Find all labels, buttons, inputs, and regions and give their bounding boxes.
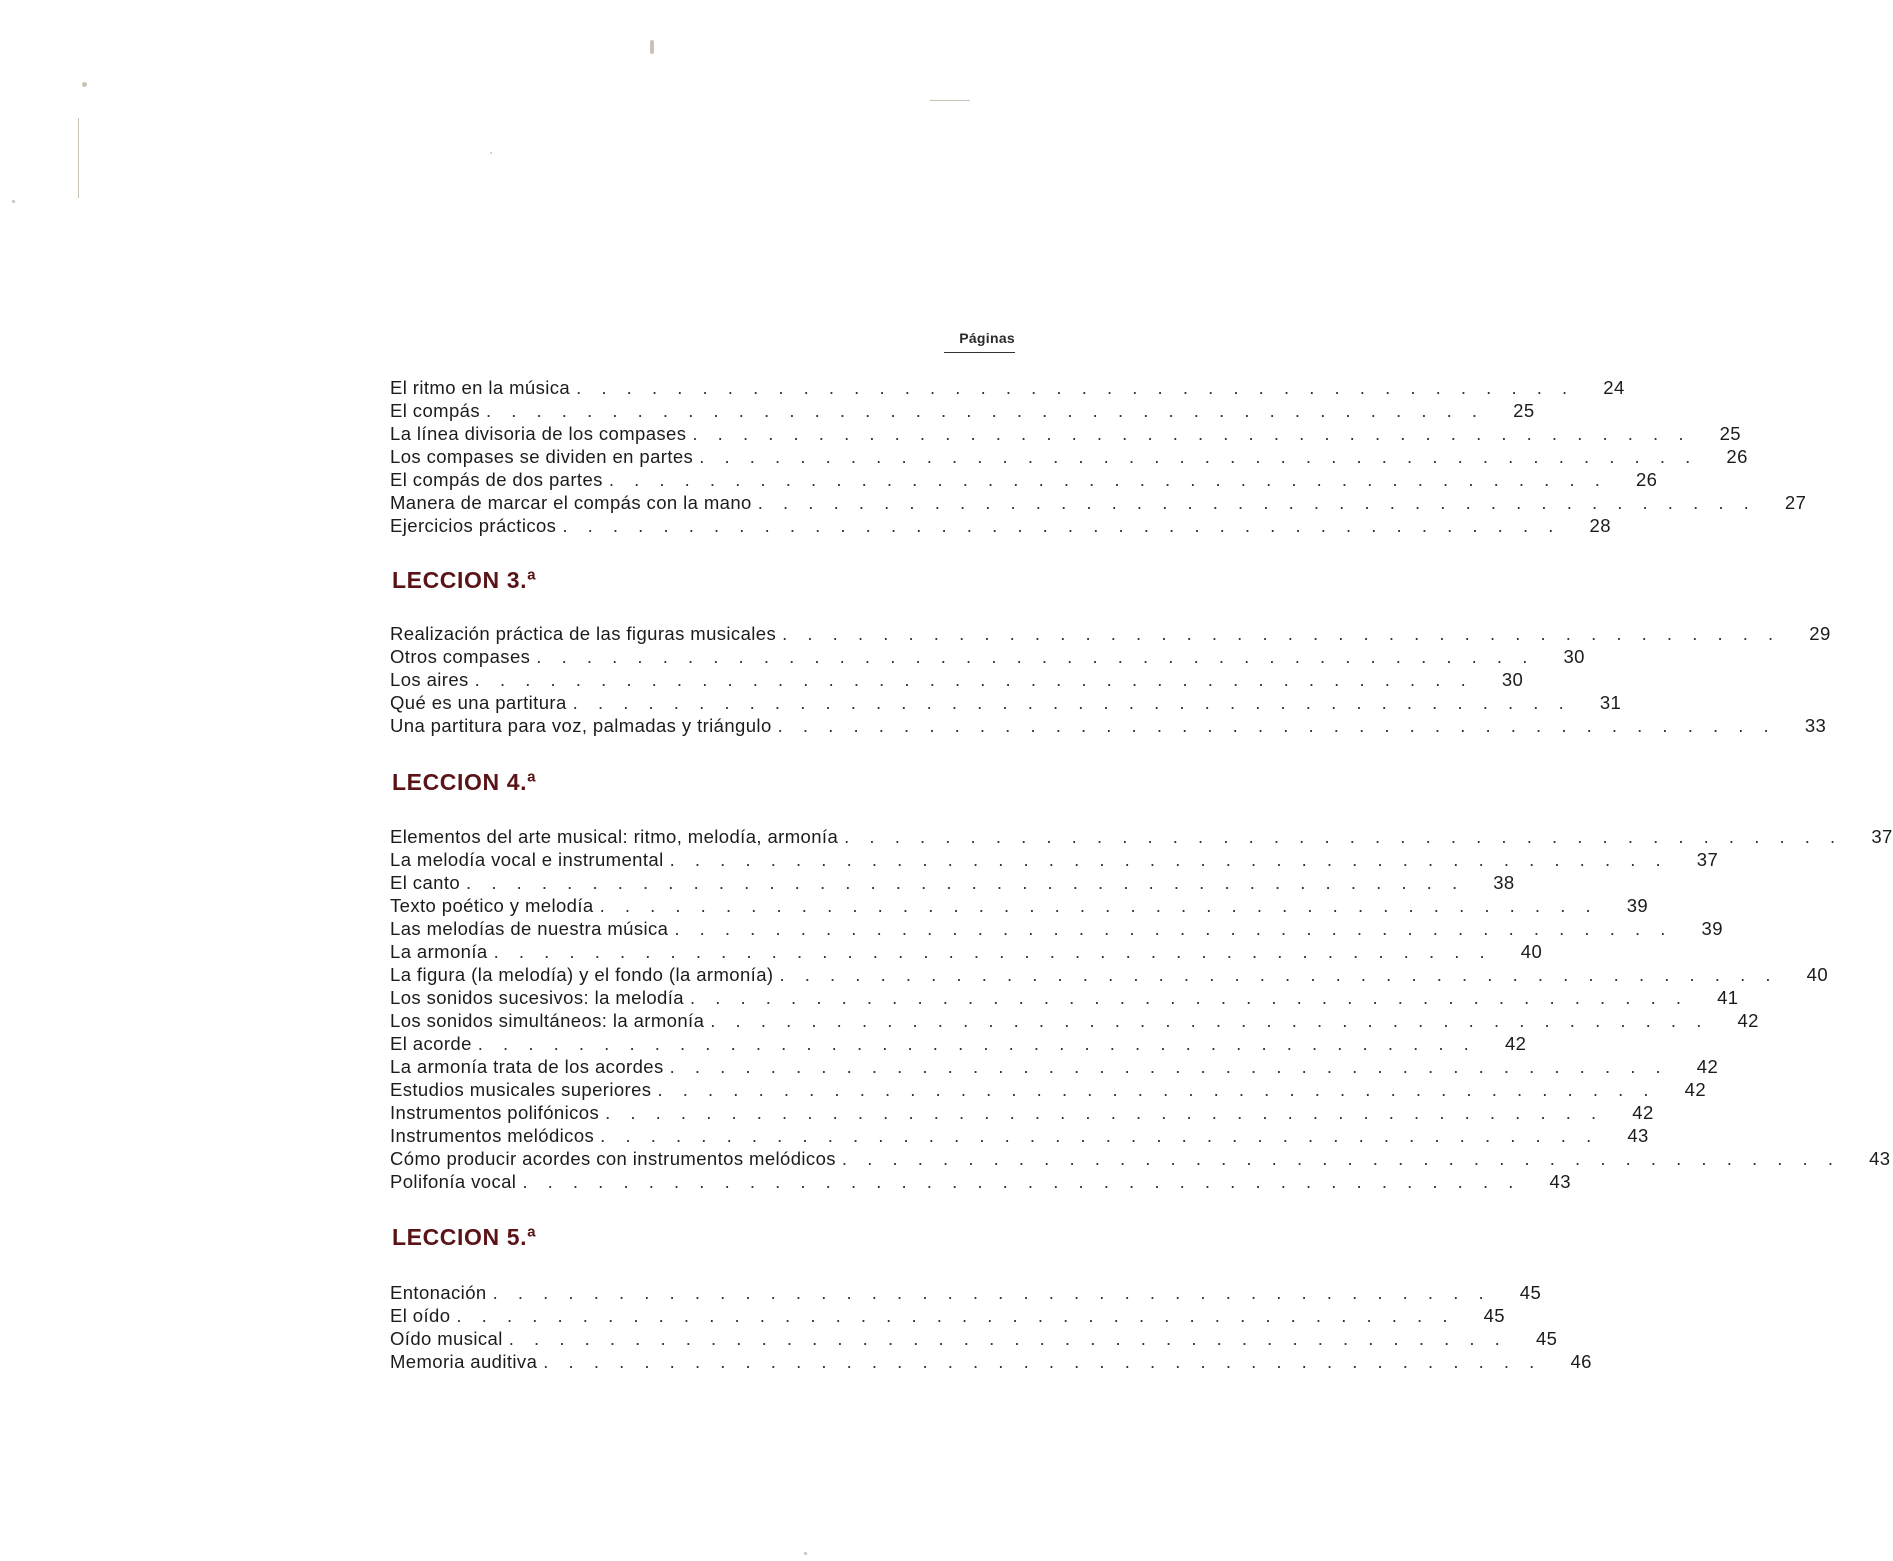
scan-speck	[804, 1552, 807, 1555]
toc-entry	[390, 422, 1741, 445]
dot-leader: . . . . . . . . . . . . . . . . . . . . . . . . . . . . . . . . . . . . . . . .	[674, 918, 1673, 939]
dot-leader: . . . . . . . . . . . . . . . . . . . . . . . . . . . . . . . . . . . . . . . .	[508, 1328, 1508, 1349]
toc-entry-page: 40	[1520, 941, 1543, 962]
toc-entry	[390, 848, 1719, 871]
toc-entry-title: Oído musical	[390, 1328, 503, 1349]
toc-entry-page: 46	[1570, 1351, 1592, 1372]
toc-entry-page: 45	[1519, 1282, 1542, 1303]
toc-entry	[390, 714, 1827, 737]
dot-leader: . . . . . . . . . . . . . . . . . . . . . . . . . . . . . . . . . . . . . . . .	[474, 669, 1474, 690]
dot-leader: . . . . . . . . . . . . . . . . . . . . . . . . . . . . . . . . . . . . . . . .	[669, 1056, 1669, 1077]
toc-entry-title: Una partitura para voz, palmadas y triángulo	[390, 715, 772, 736]
lesson-heading: LECCION 5.ª	[392, 1224, 537, 1250]
toc-entry	[390, 1101, 1654, 1124]
toc-entry	[390, 963, 1829, 986]
dot-leader: . . . . . . . . . . . . . . . . . . . . . . . . . . . . . . . . . . . . . . . .	[605, 1102, 1604, 1123]
toc-entry-page: 43	[1627, 1125, 1649, 1146]
toc-entry-page: 27	[1784, 492, 1807, 513]
toc-entry-title: Realización práctica de las figuras musicales	[390, 623, 777, 644]
toc-entry-title: Cómo producir acordes con instrumentos melódicos	[390, 1148, 836, 1169]
dot-leader: . . . . . . . . . . . . . . . . . . . . . . . . . . . . . . . . . . . . . . . .	[576, 377, 1575, 398]
dot-leader: . . . . . . . . . . . . . . . . . . . . . . . . . . . . . . . . . . . . . . . .	[493, 941, 1493, 962]
dot-leader: . . . . . . . . . . . . . . . . . . . . . . . . . . . . . . . . . . . . . . . .	[782, 623, 1781, 644]
dot-leader: . . . . . . . . . . . . . . . . . . . . . . . . . . . . . . . . . . . . . . . .	[608, 469, 1608, 490]
toc-entry	[390, 1170, 1571, 1193]
toc-entry-title: Texto poético y melodía	[390, 895, 594, 916]
toc-entry	[390, 1055, 1719, 1078]
toc-entry-page: 31	[1599, 692, 1622, 713]
toc-entry	[390, 1281, 1542, 1304]
toc-entry	[390, 376, 1625, 399]
toc-entry-page: 29	[1809, 623, 1831, 644]
toc-entry-title: Elementos del arte musical: ritmo, melodía, armonía	[390, 826, 839, 847]
toc-entry-page: 25	[1513, 400, 1535, 421]
dot-leader: . . . . . . . . . . . . . . . . . . . . . . . . . . . . . . . . . . . . . . . .	[522, 1171, 1521, 1192]
toc-entry-page: 37	[1871, 826, 1893, 847]
toc-entry-title: Instrumentos melódicos	[390, 1125, 595, 1146]
dot-leader: . . . . . . . . . . . . . . . . . . . . . . . . . . . . . . . . . . . . . . . .	[562, 515, 1561, 536]
dot-leader: . . . . . . . . . . . . . . . . . . . . . . . . . . . . . . . . . . . . . . . .	[777, 715, 1777, 736]
toc-entry-page: 43	[1869, 1148, 1891, 1169]
dot-leader: . . . . . . . . . . . . . . . . . . . . . . . . . . . . . . . . . . . . . . . .	[669, 849, 1669, 870]
toc-entry-title: La armonía	[390, 941, 488, 962]
dot-leader: . . . . . . . . . . . . . . . . . . . . . . . . . . . . . . . . . . . . . . . .	[456, 1305, 1455, 1326]
toc-entry	[390, 1147, 1891, 1170]
toc-entry-title: La armonía trata de los acordes	[390, 1056, 664, 1077]
toc-entry	[390, 1350, 1592, 1373]
toc-entry	[390, 622, 1831, 645]
dot-leader: . . . . . . . . . . . . . . . . . . . . . . . . . . . . . . . . . . . . . . . .	[657, 1079, 1657, 1100]
toc-entry-title: Entonación	[390, 1282, 487, 1303]
pages-column-header: Páginas	[944, 330, 1015, 353]
toc-entry-title: Los compases se dividen en partes	[390, 446, 694, 467]
toc-entry-page: 26	[1726, 446, 1748, 467]
toc-entry	[390, 691, 1622, 714]
toc-entry	[390, 1304, 1505, 1327]
toc-entry-page: 30	[1501, 669, 1524, 690]
dot-leader: . . . . . . . . . . . . . . . . . . . . . . . . . . . . . . . . . . . . . . . .	[492, 1282, 1492, 1303]
toc-entry	[390, 917, 1723, 940]
toc-entry-page: 24	[1603, 377, 1625, 398]
toc-entry	[390, 491, 1807, 514]
toc-entry-page: 40	[1806, 964, 1829, 985]
toc-entry	[390, 1124, 1649, 1147]
dot-leader: . . . . . . . . . . . . . . . . . . . . . . . . . . . . . . . . . . . . . . . .	[844, 826, 1843, 847]
dot-leader: . . . . . . . . . . . . . . . . . . . . . . . . . . . . . . . . . . . . . . . .	[466, 872, 1465, 893]
dot-leader: . . . . . . . . . . . . . . . . . . . . . . . . . . . . . . . . . . . . . . . .	[599, 895, 1599, 916]
toc-entry	[390, 1009, 1759, 1032]
toc-entry	[390, 445, 1748, 468]
dot-leader: . . . . . . . . . . . . . . . . . . . . . . . . . . . . . . . . . . . . . . . .	[536, 646, 1535, 667]
toc-entry-title: La melodía vocal e instrumental	[390, 849, 664, 870]
toc-entry-page: 39	[1701, 918, 1723, 939]
toc-entry-page: 42	[1504, 1033, 1527, 1054]
toc-entry	[390, 468, 1658, 491]
toc-entry-page: 39	[1626, 895, 1649, 916]
toc-entry-title: Qué es una partitura	[390, 692, 567, 713]
toc-entry-page: 42	[1737, 1010, 1759, 1031]
scan-speck	[12, 200, 15, 203]
toc-entry-title: Ejercicios prácticos	[390, 515, 557, 536]
scan-speck	[78, 118, 79, 198]
toc-entry	[390, 1327, 1558, 1350]
dot-leader: . . . . . . . . . . . . . . . . . . . . . . . . . . . . . . . . . . . . . . . .	[543, 1351, 1542, 1372]
toc-entry	[390, 1032, 1527, 1055]
toc-entry	[390, 871, 1515, 894]
toc-entry-page: 41	[1717, 987, 1739, 1008]
toc-entry-page: 42	[1696, 1056, 1719, 1077]
toc-entry-title: Polifonía vocal	[390, 1171, 517, 1192]
toc-entry-title: El acorde	[390, 1033, 472, 1054]
toc-entry-title: El compás de dos partes	[390, 469, 603, 490]
toc-entry-page: 42	[1684, 1079, 1707, 1100]
toc-entry-title: El oído	[390, 1305, 451, 1326]
toc-entry-title: Estudios musicales superiores	[390, 1079, 652, 1100]
toc-entry-title: Manera de marcar el compás con la mano	[390, 492, 752, 513]
toc-entry-page: 37	[1696, 849, 1719, 870]
toc-entry-title: Las melodías de nuestra música	[390, 918, 669, 939]
toc-entry	[390, 986, 1739, 1009]
toc-entry-page: 38	[1493, 872, 1515, 893]
toc-entry-title: El compás	[390, 400, 480, 421]
scan-speck	[930, 100, 970, 101]
dot-leader: . . . . . . . . . . . . . . . . . . . . . . . . . . . . . . . . . . . . . . . .	[692, 423, 1691, 444]
toc-entry	[390, 940, 1543, 963]
lesson-heading: LECCION 3.ª	[392, 567, 537, 593]
toc-entry-title: Instrumentos polifónicos	[390, 1102, 600, 1123]
toc-entry-page: 26	[1635, 469, 1658, 490]
dot-leader: . . . . . . . . . . . . . . . . . . . . . . . . . . . . . . . . . . . . . . . .	[600, 1125, 1599, 1146]
toc-entry-title: La línea divisoria de los compases	[390, 423, 687, 444]
toc-entry-page: 45	[1483, 1305, 1505, 1326]
toc-entry	[390, 825, 1893, 848]
toc-entry-title: Otros compases	[390, 646, 531, 667]
dot-leader: . . . . . . . . . . . . . . . . . . . . . . . . . . . . . . . . . . . . . . . .	[485, 400, 1485, 421]
lesson-heading: LECCION 4.ª	[392, 769, 537, 795]
toc-entry-title: Los sonidos sucesivos: la melodía	[390, 987, 684, 1008]
toc-entry	[390, 894, 1649, 917]
toc-entry-page: 28	[1589, 515, 1611, 536]
dot-leader: . . . . . . . . . . . . . . . . . . . . . . . . . . . . . . . . . . . . . . . .	[689, 987, 1689, 1008]
toc-entry	[390, 1078, 1707, 1101]
scan-speck	[82, 82, 87, 87]
dot-leader: . . . . . . . . . . . . . . . . . . . . . . . . . . . . . . . . . . . . . . . .	[710, 1010, 1709, 1031]
toc-entry-title: El canto	[390, 872, 461, 893]
dot-leader: . . . . . . . . . . . . . . . . . . . . . . . . . . . . . . . . . . . . . . . .	[757, 492, 1757, 513]
dot-leader: . . . . . . . . . . . . . . . . . . . . . . . . . . . . . . . . . . . . . . . .	[572, 692, 1572, 713]
toc-entry	[390, 514, 1611, 537]
toc-entry-title: Los aires	[390, 669, 469, 690]
dot-leader: . . . . . . . . . . . . . . . . . . . . . . . . . . . . . . . . . . . . . . . .	[477, 1033, 1477, 1054]
scan-speck	[490, 152, 492, 154]
toc-entry	[390, 668, 1524, 691]
scan-speck	[650, 40, 654, 54]
toc-entry-title: La figura (la melodía) y el fondo (la armonía)	[390, 964, 774, 985]
dot-leader: . . . . . . . . . . . . . . . . . . . . . . . . . . . . . . . . . . . . . . . .	[699, 446, 1698, 467]
toc-entry	[390, 645, 1585, 668]
toc-entry-page: 43	[1549, 1171, 1571, 1192]
toc-entry-title: Los sonidos simultáneos: la armonía	[390, 1010, 705, 1031]
toc-entry-page: 30	[1563, 646, 1585, 667]
toc-entry-page: 33	[1804, 715, 1827, 736]
toc-entry-title: El ritmo en la música	[390, 377, 571, 398]
toc-entry-page: 42	[1632, 1102, 1654, 1123]
dot-leader: . . . . . . . . . . . . . . . . . . . . . . . . . . . . . . . . . . . . . . . .	[841, 1148, 1841, 1169]
toc-entry-title: Memoria auditiva	[390, 1351, 538, 1372]
dot-leader: . . . . . . . . . . . . . . . . . . . . . . . . . . . . . . . . . . . . . . . .	[779, 964, 1779, 985]
toc-entry-page: 45	[1535, 1328, 1558, 1349]
toc-entry	[390, 399, 1535, 422]
toc-entry-page: 25	[1719, 423, 1741, 444]
